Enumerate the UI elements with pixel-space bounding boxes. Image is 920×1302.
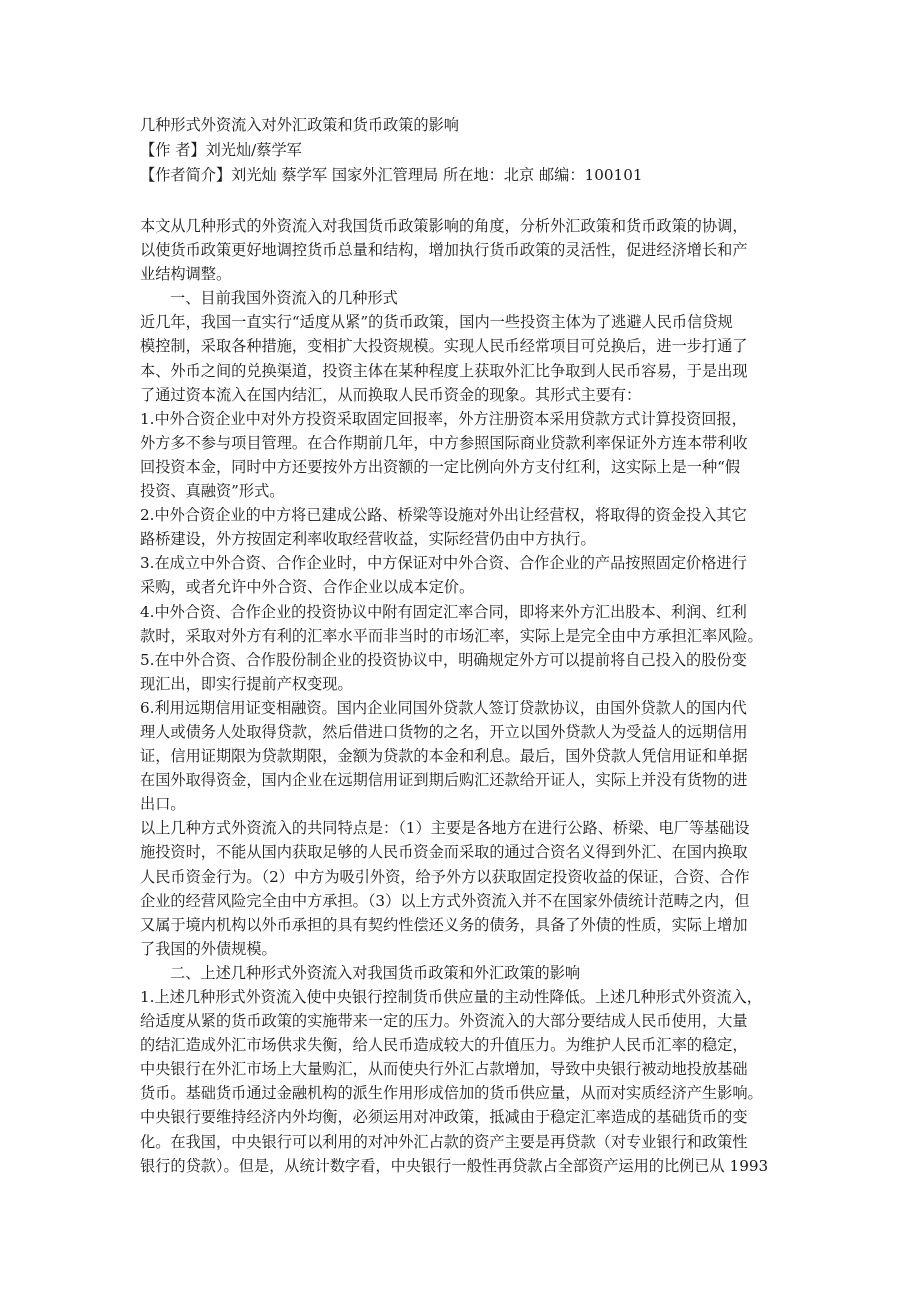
body-line: 货币。基础货币通过金融机构的派生作用形成倍加的货币供应量，从而对实质经济产生影响。: [140, 1084, 763, 1103]
body-line: 施投资时，不能从国内获取足够的人民币资金而采取的通过合资名义得到外汇、在国内换取: [140, 843, 748, 862]
body-line: 本文从几种形式的外资流入对我国货币政策影响的角度，分析外汇政策和货币政策的协调，: [140, 217, 748, 235]
body-line: 中央银行在外汇市场上大量购汇，从而使央行外汇占款增加，导致中央银行被动地投放基础: [140, 1060, 748, 1079]
body-line: 路桥建设，外方按固定利率收取经营收益，实际经营仍由中方执行。: [140, 530, 596, 549]
body-line: 了我国的外债规模。: [140, 939, 277, 958]
body-line: 企业的经营风险完全由中方承担。（3）以上方式外资流入并不在国家外债统计范畴之内，但: [140, 891, 750, 910]
document-body: [140, 214, 782, 1178]
body-line: 投资、真融资”形式。: [140, 482, 285, 501]
body-line: 银行的贷款）。但是，从统计数字看，中央银行一般性再贷款占全部资产运用的比例已从 1993: [140, 1156, 769, 1175]
body-line: 出口。: [140, 795, 186, 814]
body-line: 款时，采取对外方有利的汇率水平而非当时的市场汇率，实际上是完全由中方承担汇率风险。: [140, 626, 763, 645]
body-line: 业结构调整。: [140, 265, 232, 284]
spacer: [140, 188, 782, 214]
body-line: 1.中外合资企业中对外方投资采取固定回报率，外方注册资本采用贷款方式计算投资回报，: [140, 409, 747, 428]
body-line: 近几年，我国一直实行“适度从紧”的货币政策，国内一些投资主体为了逃避人民币信贷规: [140, 313, 733, 332]
body-line: 6.利用远期信用证变相融资。国内企业同国外贷款人签订贷款协议，由国外贷款人的国内代: [140, 698, 747, 717]
body-line: 4.中外合资、合作企业的投资协议中附有固定汇率合同，即将来外方汇出股本、利润、红利: [140, 602, 747, 621]
body-line: 人民币资金行为。（2）中方为吸引外资，给予外方以获取固定投资收益的保证，合资、合作: [140, 867, 750, 886]
body-line: 5.在中外合资、合作股份制企业的投资协议中，明确规定外方可以提前将自己投入的股份变: [140, 650, 747, 669]
author-line: 【作 者】刘光灿/蔡学军: [140, 141, 302, 159]
body-line: 本、外币之间的兑换渠道，投资主体在某种程度上获取外汇比争取到人民币容易，于是出现: [140, 361, 748, 380]
body-line: 又属于境内机构以外币承担的具有契约性偿还义务的债务，具备了外债的性质，实际上增加: [140, 915, 748, 934]
body-line: 在国外取得资金，国内企业在远期信用证到期后购汇还款给开证人，实际上并没有货物的进: [140, 771, 748, 790]
author-intro-line: 【作者简介】刘光灿 蔡学军 国家外汇管理局 所在地：北京 邮编：100101: [140, 166, 643, 184]
body-line: 理人或债务人处取得贷款，然后借进口货物的之名，开立以国外贷款人为受益人的远期信用: [140, 722, 748, 741]
body-line: 现汇出，即实行提前产权变现。: [140, 674, 353, 693]
document-page: [140, 113, 782, 1178]
body-line: 回投资本金，同时中方还要按外方出资额的一定比例向外方支付红利，这实际上是一种“假: [140, 457, 741, 476]
body-line: 3.在成立中外合资、合作企业时，中方保证对中外合资、合作企业的产品按照固定价格进行: [140, 554, 747, 573]
document-title: 几种形式外资流入对外汇政策和货币政策的影响: [140, 116, 459, 134]
body-line: 外方多不参与项目管理。在合作期前几年，中方参照国际商业贷款利率保证外方连本带利收: [140, 433, 748, 452]
document-header: [140, 113, 782, 188]
body-line: 以上几种方式外资流入的共同特点是：（1）主要是各地方在进行公路、桥梁、电厂等基础设: [140, 819, 750, 838]
body-line: 2.中外合资企业的中方将已建成公路、桥梁等设施对外出让经营权，将取得的资金投入其它: [140, 506, 747, 525]
section-heading-1: 一、目前我国外资流入的几种形式: [170, 289, 398, 308]
body-line: 给适度从紧的货币政策的实施带来一定的压力。外资流入的大部分要结成人民币使用，大量: [140, 1012, 748, 1031]
body-line: 中央银行要维持经济内外均衡，必须运用对冲政策，抵减由于稳定汇率造成的基础货币的变: [140, 1108, 748, 1127]
body-line: 化。在我国，中央银行可以利用的对冲外汇占款的资产主要是再贷款（对专业银行和政策性: [140, 1132, 748, 1151]
section-heading-2: 二、上述几种形式外资流入对我国货币政策和外汇政策的影响: [170, 963, 581, 982]
body-line: 证，信用证期限为贷款期限，金额为贷款的本金和利息。最后，国外贷款人凭信用证和单据: [140, 747, 748, 766]
body-line: 采购，或者允许中外合资、合作企业以成本定价。: [140, 578, 475, 597]
body-line: 的结汇造成外汇市场供求失衡，给人民币造成较大的升值压力。为维护人民币汇率的稳定，: [140, 1036, 748, 1055]
body-line: 1.上述几种形式外资流入使中央银行控制货币供应量的主动性降低。上述几种形式外资流入，: [140, 988, 762, 1006]
body-line: 以使货币政策更好地调控货币总量和结构，增加执行货币政策的灵活性，促进经济增长和产: [140, 241, 748, 260]
body-line: 了通过资本流入在国内结汇，从而换取人民币资金的现象。其形式主要有：: [140, 385, 642, 404]
body-line: 模控制，采取各种措施，变相扩大投资规模。实现人民币经常项目可兑换后，进一步打通了: [140, 337, 748, 356]
